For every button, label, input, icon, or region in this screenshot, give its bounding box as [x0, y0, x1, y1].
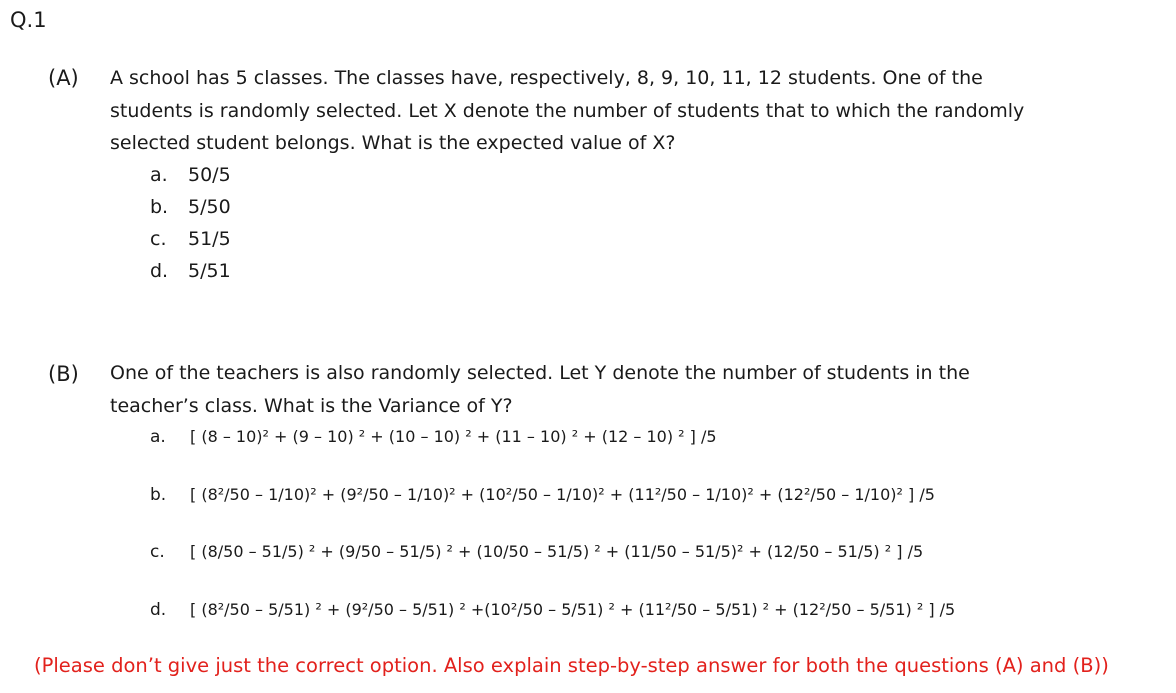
option-letter: c. [150, 542, 165, 562]
option-formula: [ (8²/50 – 5/51) ² + (9²/50 – 5/51) ² +(10²/50 – 5/51) ² + (11²/50 – 5/51) ² + (12²/50 – 5/51) ² ] /5 [190, 600, 956, 619]
part-a-line: students is randomly selected. Let X denote the number of students that to which the randomly [110, 99, 1025, 122]
part-a-option-c [150, 228, 231, 250]
option-letter: a. [150, 164, 168, 186]
option-letter: d. [150, 260, 169, 282]
option-text: 51/5 [188, 228, 231, 250]
part-b-line: teacher’s class. What is the Variance of Y? [110, 394, 513, 417]
part-b-line: One of the teachers is also randomly selected. Let Y denote the number of students in the [110, 362, 970, 384]
part-a-label: (A) [48, 66, 79, 90]
option-formula: [ (8/50 – 51/5) ² + (9/50 – 51/5) ² + (10/50 – 51/5) ² + (11/50 – 51/5)² + (12/50 – 51/5) ² ] /5 [190, 542, 924, 561]
option-text: 5/51 [188, 260, 231, 282]
part-b-option-a [150, 427, 717, 447]
part-a-option-a [150, 164, 231, 186]
question-number: Q.1 [10, 8, 47, 32]
part-a-option-d [150, 260, 231, 282]
part-b-question [110, 357, 970, 422]
option-text: 50/5 [188, 164, 231, 186]
part-a-question [110, 62, 1024, 160]
part-a-line: A school has 5 classes. The classes have, respectively, 8, 9, 10, 11, 12 students. One of the [110, 67, 983, 89]
part-b-option-d [150, 600, 955, 620]
option-letter: a. [150, 427, 166, 447]
option-letter: c. [150, 228, 167, 250]
part-b-option-c [150, 542, 923, 562]
option-letter: d. [150, 600, 167, 620]
part-a-option-b [150, 196, 231, 218]
option-formula: [ (8²/50 – 1/10)² + (9²/50 – 1/10)² + (10²/50 – 1/10)² + (11²/50 – 1/10)² + (12²/50 – 1/10)² ] /5 [190, 485, 935, 504]
option-letter: b. [150, 485, 167, 505]
part-b-label: (B) [48, 362, 79, 386]
option-formula: [ (8 – 10)² + (9 – 10) ² + (10 – 10) ² + (11 – 10) ² + (12 – 10) ² ] /5 [190, 427, 717, 446]
instruction-note: (Please don’t give just the correct option. Also explain step-by-step answer for both the questions (A) and (B)) [34, 654, 1109, 677]
option-text: 5/50 [188, 196, 231, 218]
option-letter: b. [150, 196, 169, 218]
part-b-option-b [150, 485, 935, 505]
part-a-line: selected student belongs. What is the expected value of X? [110, 132, 676, 154]
